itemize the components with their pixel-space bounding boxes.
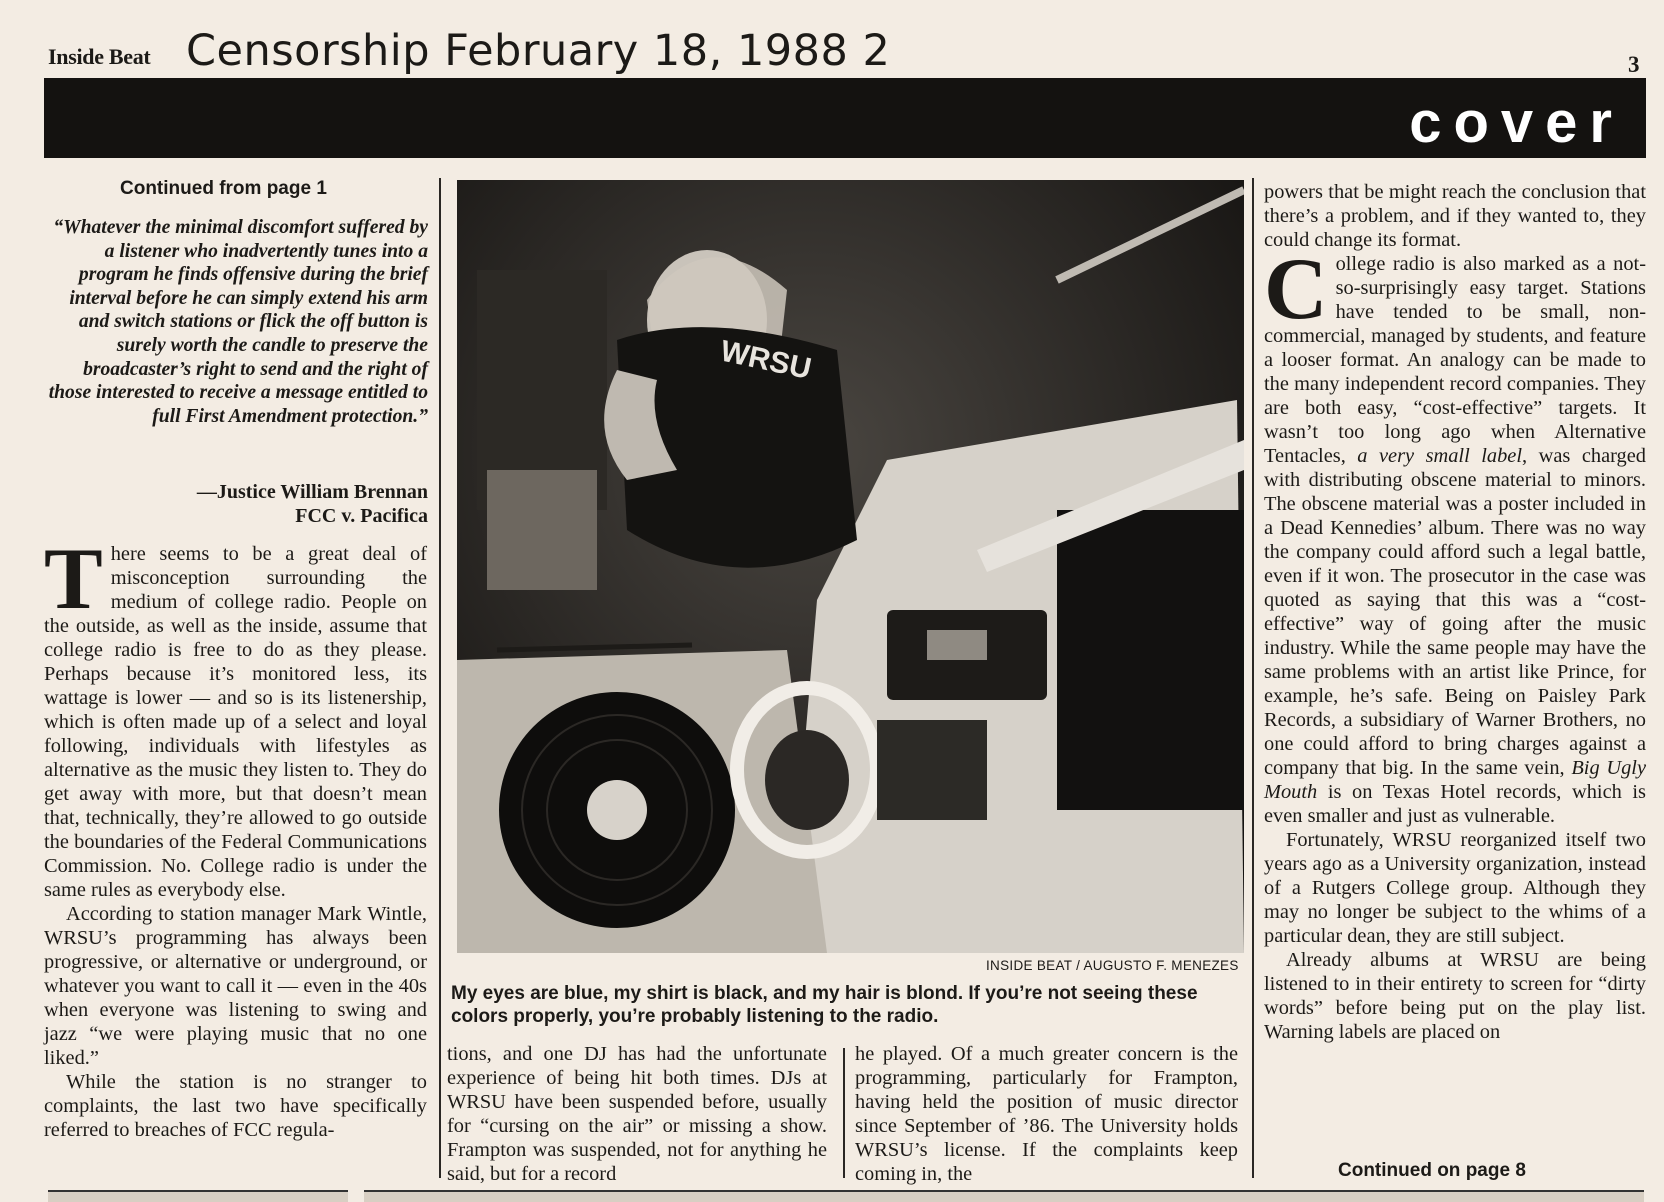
right-article-body <box>1264 180 1646 1044</box>
mixer-tower <box>1057 510 1244 810</box>
shirt-logo-text: WRSU <box>717 334 815 386</box>
column-rule-right <box>1252 178 1254 1178</box>
control-keypad <box>877 720 987 820</box>
photo-illustration <box>457 180 1244 953</box>
album-sleeve <box>487 470 597 590</box>
continued-on-label: Continued on page 8 <box>1338 1160 1526 1181</box>
document-title: Censorship February 18, 1988 2 <box>186 26 891 76</box>
attribution-case: FCC v. Pacifica <box>295 505 428 527</box>
drop-cap-t: T <box>44 531 103 628</box>
right-para-1: powers that be might reach the conclusion that there’s a problem, and if they wanted to, they could change its format. <box>1264 181 1646 251</box>
column-rule-left <box>439 178 441 1178</box>
photo-caption: My eyes are blue, my shirt is black, and my hair is blond. If you’re not seeing these colors properly, you’re probably listening to the radio. <box>451 983 1198 1027</box>
attribution-name: —Justice William Brennan <box>196 481 428 503</box>
banner-word: cover <box>1409 90 1624 155</box>
right-para-2: College radio is also marked as a not-so-surprisingly easy target. Stations have tended to be small, non-commercial, managed by students, and feature a looser format. An analogy can be made to the many independent record companies. They are both easy, “cost-effective” targets. It wasn’t too long ago when Alternative Tentacles, a very small label, was charged with distributing obscene material to minors. The obscene material was a poster included in a Dead Kennedies’ album. There was no way the company could afford such a legal battle, even if it won. The prosecutor in the case was quoted as saying that this was a “cost-effective” way of going after the music industry. While the same people may have the same problems with an artist like Prince, for example, he’s safe. Being on Paisley Park Records, a subsidiary of Warner Brothers, no one could afford to bring charges against a company that big. In the same vein, Big Ugly Mouth is on Texas Hotel records, which is even smaller and just as vulnerable. <box>1264 241 1646 827</box>
left-para-2: According to station manager Mark Wintle, WRSU’s programming has always been progressive, or alternative or underground, or whatever you want to call it — even in the 40s when everyone was listening to swing and jazz “we were playing music that no one liked.” <box>44 903 427 1069</box>
right-para-3: Fortunately, WRSU reorganized itself two years ago as a University organization, instead of a Rutgers College group. Although they may no longer be subject to the whims of a particular dean, they are still subject. <box>1264 829 1646 947</box>
left-para-1: There seems to be a great deal of misconception surrounding the medium of college radio. People on the outside, as well as the inside, assume that college radio is free to do as they please. Perhaps because it’s monitored less, its wattage is lower — and so is its listenership, which is often made up of a select and loyal following, individuals with lifestyles as alternative as the music they listen to. They do get away with more, but that doesn’t mean that, technically, they’re allowed to go outside the boundaries of the Federal Communications Commission. No. College radio is under the same rules as everybody else. <box>44 531 427 901</box>
continued-from-label: Continued from page 1 <box>120 178 327 199</box>
left-article-body <box>44 531 427 1142</box>
quote-attribution <box>48 480 428 528</box>
middle-column-b: he played. Of a much greater concern is the programming, particularly for Frampton, having held the position of music director since September of ’86. The University holds WRSU’s license. If the complaints keep coming in, the <box>855 1043 1238 1185</box>
bottom-strip-left <box>48 1190 348 1202</box>
right-para-4: Already albums at WRSU are being listened to in their entirety to screen for “dirty words” before being put on the play list. Warning labels are placed on <box>1264 949 1646 1043</box>
page-number: 3 <box>1628 52 1640 77</box>
pull-quote: “Whatever the minimal discomfort suffered by a listener who inadvertently tunes into a program he finds offensive during the brief interval before he can simply extend his arm and switch stations or flick the off button is surely worth the candle to preserve the broadcaster’s right to send and the right of those interested to receive a message entitled to full First Amendment protection.” <box>48 217 428 427</box>
dj-booth-photo <box>457 180 1244 953</box>
bottom-strip-right <box>364 1190 1644 1202</box>
section-label: Inside Beat <box>48 44 151 69</box>
left-para-3: While the station is no stranger to complaints, the last two have specifically referred to breaches of FCC regula- <box>44 1071 427 1141</box>
middle-column-a: tions, and one DJ has had the unfortunate experience of being hit both times. DJs at WRSU have been suspended before, usually for “cursing on the air” or missing a show. Frampton was suspended, not for anything he said, but for a record <box>447 1043 827 1185</box>
photo-credit: INSIDE BEAT / AUGUSTO F. MENEZES <box>986 958 1239 973</box>
cover-banner <box>44 78 1646 158</box>
drop-cap-c: C <box>1264 241 1328 338</box>
column-rule-middle <box>843 1048 845 1178</box>
